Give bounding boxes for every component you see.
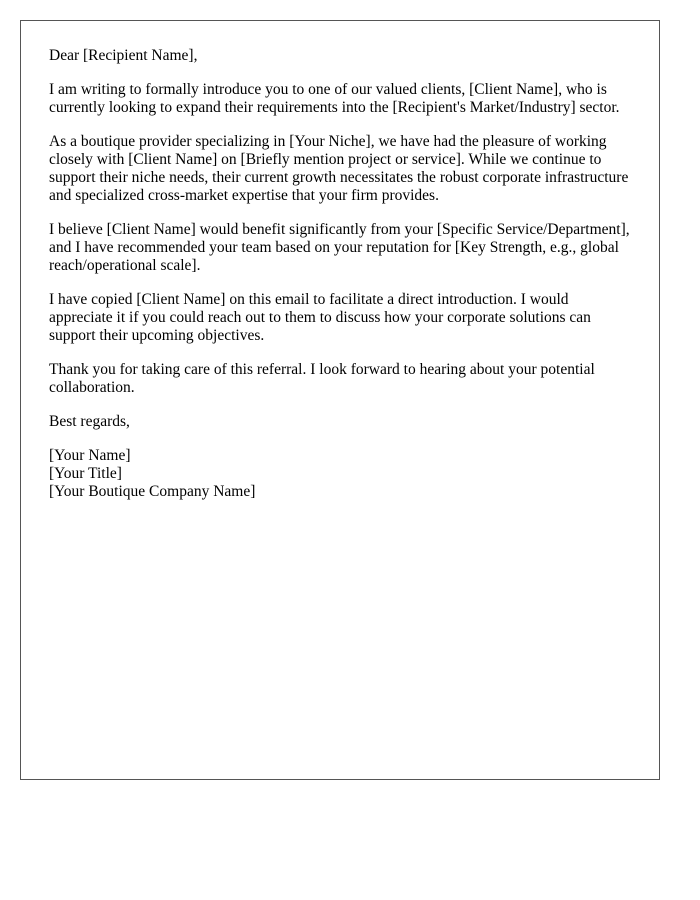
signature-company: [Your Boutique Company Name] bbox=[49, 483, 256, 500]
signature-title: [Your Title] bbox=[49, 465, 122, 482]
paragraph-background: As a boutique provider specializing in [Your Niche], we have had the pleasure of working closely with [Client Name] on [Briefly mention project or service]. While we continue to support their niche needs, their current growth necessitates the robust corporate infrastructure and specialized cross-market expertise that your firm provides. bbox=[49, 133, 629, 204]
letter-document bbox=[20, 20, 660, 780]
paragraph-recommendation: I believe [Client Name] would benefit significantly from your [Specific Service/Department], and I have recommended your team based on your reputation for [Key Strength, e.g., global reach/operational scale]. bbox=[49, 221, 630, 274]
salutation: Dear [Recipient Name], bbox=[49, 47, 198, 64]
paragraph-thanks: Thank you for taking care of this referral. I look forward to hearing about your potential collaboration. bbox=[49, 361, 595, 396]
paragraph-introduction: I am writing to formally introduce you to one of our valued clients, [Client Name], who is currently looking to expand their requirements into the [Recipient's Market/Industry] sector. bbox=[49, 81, 620, 116]
signature-name: [Your Name] bbox=[49, 447, 131, 464]
paragraph-next-steps: I have copied [Client Name] on this email to facilitate a direct introduction. I would appreciate it if you could reach out to them to discuss how your corporate solutions can support their upcoming objectives. bbox=[49, 291, 591, 344]
closing: Best regards, bbox=[49, 413, 130, 430]
signature-block bbox=[49, 447, 631, 501]
